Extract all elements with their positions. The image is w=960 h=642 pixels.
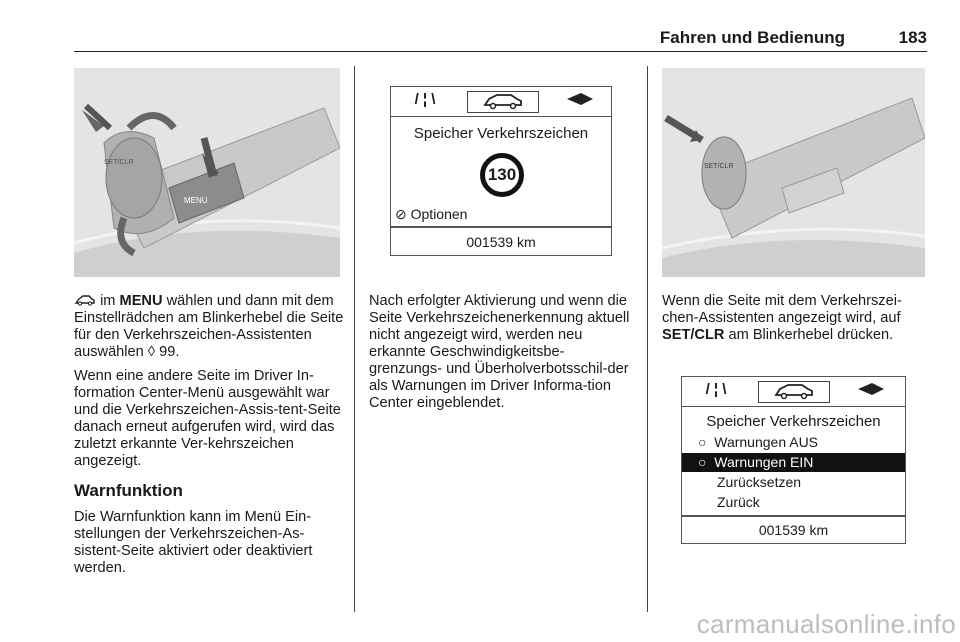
display-title: Speicher Verkehrszeichen xyxy=(413,125,589,142)
inline-text: wählen und dann mit dem Einstellrädchen am Blinkerhebel die Seite für den Verkehrszeichen-Assistenten auswählen ◊ 99. xyxy=(74,293,344,360)
paragraph-menu-instruction xyxy=(74,293,346,361)
column-divider-1 xyxy=(354,66,355,612)
tab-warning-icon-2 xyxy=(850,381,892,403)
tab-car-icon-2 xyxy=(758,381,830,403)
radio-off-icon: ○ xyxy=(698,434,707,450)
menu-row-warnings-off xyxy=(682,433,905,452)
paragraph-setclr xyxy=(662,293,926,344)
menu-row-label: Zurücksetzen xyxy=(717,474,802,490)
display-divider-2 xyxy=(682,515,905,517)
tab-warning-icon xyxy=(559,91,601,113)
stalk-menu-illustration xyxy=(74,68,340,277)
odometer-readout: 001539 km xyxy=(466,234,536,250)
column-1-text xyxy=(74,293,346,584)
dic-display-sign-memory xyxy=(390,86,612,256)
column-2-text xyxy=(369,293,633,419)
speed-limit-sign xyxy=(480,153,524,197)
menu-row-label: Warnungen AUS xyxy=(714,434,819,450)
page-number: 183 xyxy=(898,28,927,47)
inline-text: am Blinkerhebel drücken. xyxy=(728,327,894,343)
section-heading-warnfunktion: Warnfunktion xyxy=(74,481,183,500)
options-row xyxy=(391,205,611,224)
car-icon xyxy=(481,92,525,110)
menu-row-label: Zurück xyxy=(717,494,760,510)
paragraph-warnfunktion: Die Warnfunktion kann im Menü Ein-stellungen der Verkehrszeichen-As-sistent-Seite aktiviert oder deaktiviert werden. xyxy=(74,509,313,576)
display-tab-bar xyxy=(391,87,611,117)
inline-text: Wenn die Seite mit dem Verkehrszei-chen-Assistenten angezeigt wird, auf xyxy=(662,293,902,326)
odometer-readout-2: 001539 km xyxy=(758,522,829,538)
tab-road-icon: / ¦ \ xyxy=(414,91,436,108)
stalk-menu-svg xyxy=(74,68,340,277)
column-divider-2 xyxy=(647,66,648,612)
car-icon-2 xyxy=(772,382,816,400)
options-label: Optionen xyxy=(410,206,468,222)
stalk-setclr-illustration xyxy=(662,68,925,277)
inline-text: im xyxy=(100,293,116,309)
tab-road-icon-2: / ¦ \ xyxy=(705,381,727,398)
check-icon: ⊘ xyxy=(395,206,407,222)
setclr-label-2: SET/CLR xyxy=(704,163,734,170)
speed-limit-value: 130 xyxy=(487,165,517,184)
setclr-keyword: SET/CLR xyxy=(662,327,725,343)
paragraph-other-page: Wenn eine andere Seite im Driver In-formation Center-Menü ausgewählt war und die Verkehrszeichen-Assis-tent-Seite danach erneut aufgerufen wird, wird das zuletzt erkannte Ver-kehrszeichen angezeigt. xyxy=(74,368,341,469)
display-tab-bar-2 xyxy=(682,377,905,407)
menu-row-label: Warnungen EIN xyxy=(714,454,814,470)
menu-row-back xyxy=(682,493,905,512)
menu-keyword: MENU xyxy=(119,293,163,309)
page-header xyxy=(74,28,927,52)
lane-departure-icon-2 xyxy=(856,381,886,397)
page-title: Fahren und Bedienung xyxy=(659,28,845,47)
setclr-label: SET/CLR xyxy=(104,159,134,166)
menu-row-reset xyxy=(682,473,905,492)
menu-row-warnings-on xyxy=(682,453,905,472)
paragraph-activation: Nach erfolgter Aktivierung und wenn die Seite Verkehrszeichenerkennung aktuell nicht angezeigt wird, werden neu erkannte Geschwindigkeitsbe-grenzungs- und Überholverbotsschil-der als Warnungen im Driver Informa-tion Center eingeblendet. xyxy=(369,293,630,411)
menu-key-label: MENU xyxy=(184,196,208,205)
tab-car-icon xyxy=(467,91,539,113)
column-3-text xyxy=(662,293,926,351)
watermark: carmanualsonline.info xyxy=(696,609,956,639)
lane-departure-icon xyxy=(565,91,595,107)
radio-on-icon: ○ xyxy=(698,454,707,470)
display-title-2: Speicher Verkehrszeichen xyxy=(706,413,881,430)
display-divider xyxy=(391,226,611,228)
dic-display-warning-settings xyxy=(681,376,906,544)
stalk-setclr-svg xyxy=(662,68,925,277)
car-icon-inline xyxy=(74,294,96,306)
